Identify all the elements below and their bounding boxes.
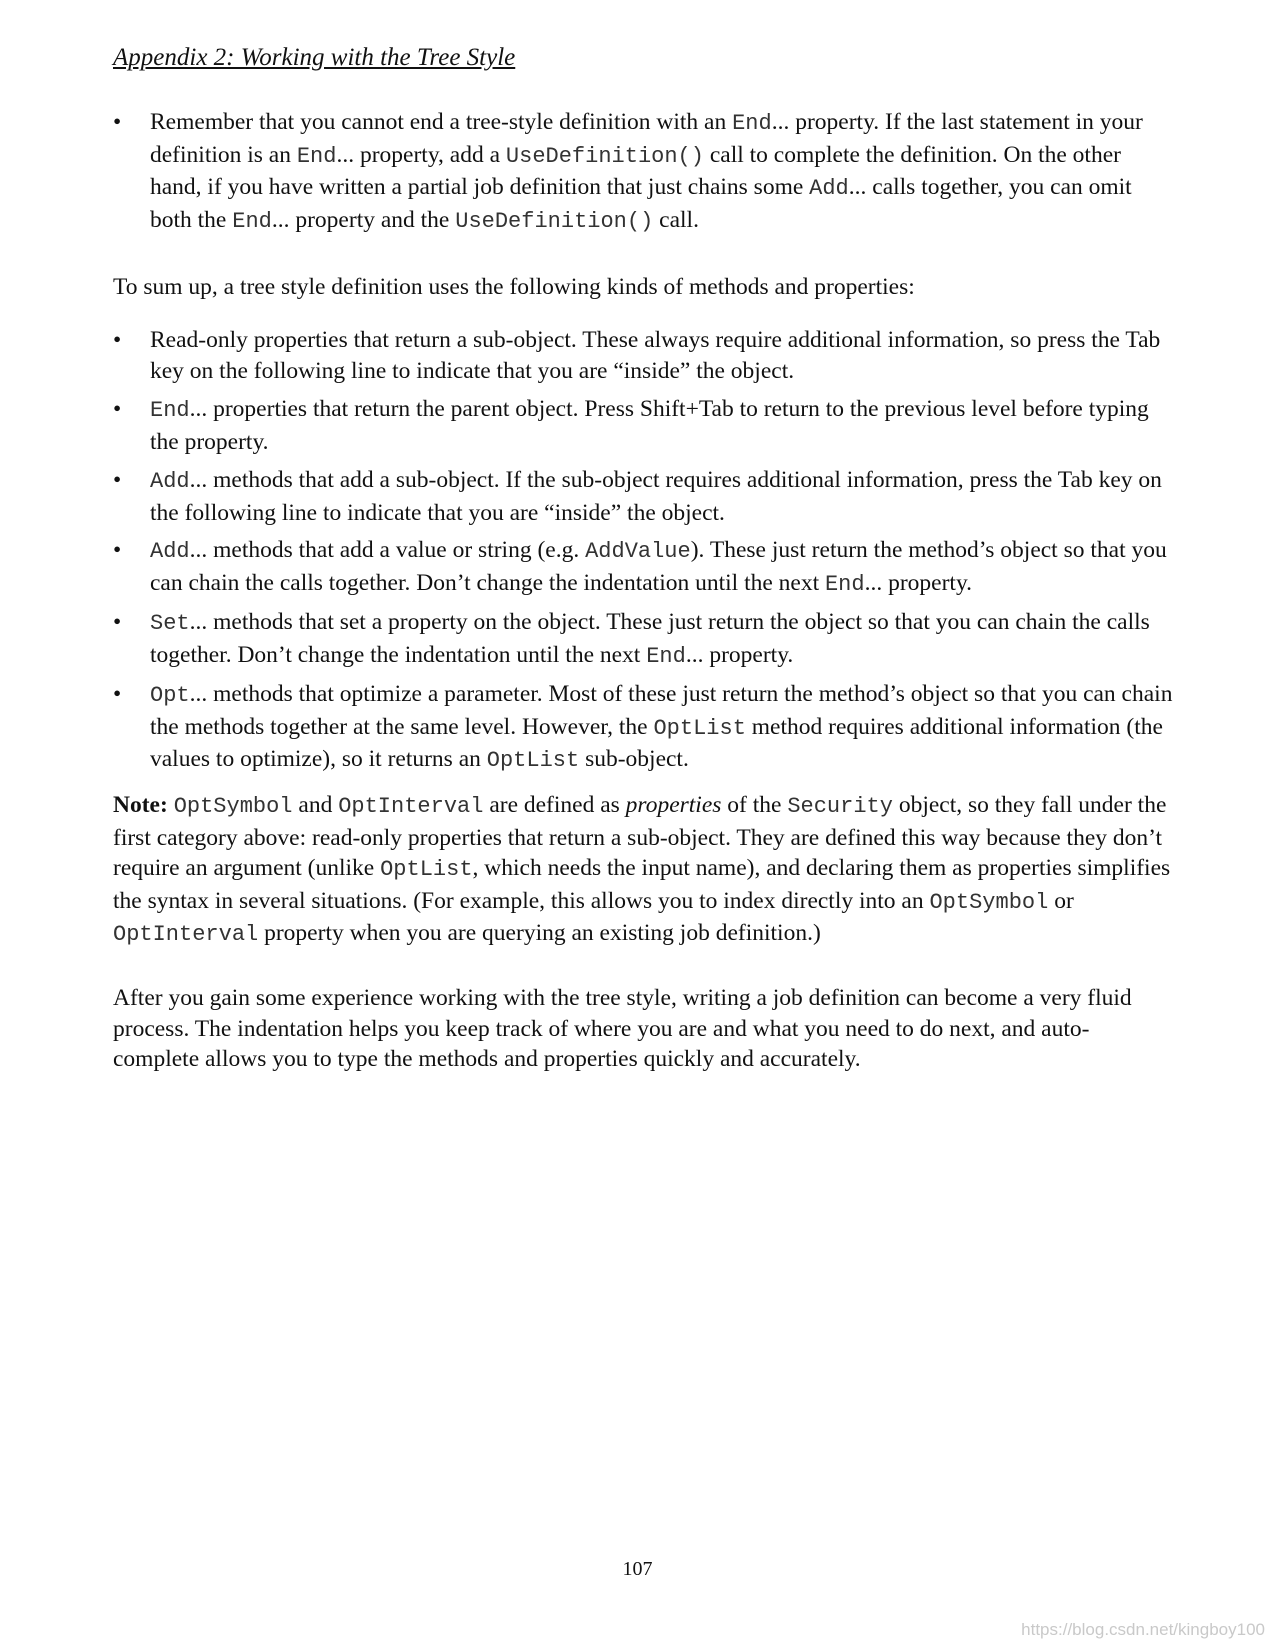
code-span: Security	[787, 794, 893, 819]
code-span: OptSymbol	[929, 889, 1049, 915]
note-label: Note:	[113, 792, 168, 818]
note-paragraph: Note: OptSymbol and OptInterval are defined as properties of the Security object, so they fall under the first category above: read-only properties that return a sub-object. They are defined this way because they don’t require an argument (unlike OptList, which needs the input name), and declaring them as properties simplifies the syntax in several situations. (For example, this allows you to index directly into an OptSymbol or OptInterval property when you are querying an existing job definition.)	[113, 792, 1171, 947]
bullet-icon: •	[113, 609, 122, 635]
list-item	[113, 325, 1173, 386]
code-span: OptInterval	[113, 922, 259, 947]
bullet-icon: •	[113, 327, 122, 353]
closing-paragraph: After you gain some experience working with the tree style, writing a job definition can become a very fluid process. The indentation helps you keep track of where you are and what you need to do next, and auto-complete allows you to type the methods and properties quickly and accurately.	[113, 985, 1132, 1072]
list-item-text: Remember that you cannot end a tree-style definition with an End... property. If the last statement in your definition is an End... property, add a UseDefinition() call to complete the definition. On the other hand, if you have written a partial job definition that just chains some Add... calls together, you can omit both the End... property and the UseDefinition() call.	[150, 109, 1143, 234]
list-item	[113, 679, 1173, 777]
bullet-icon: •	[113, 109, 122, 135]
list-item	[113, 607, 1173, 672]
bullet-icon: •	[113, 681, 122, 707]
code-span: OptInterval	[338, 794, 484, 819]
list-item-text: Opt... methods that optimize a parameter. Most of these just return the method’s object so that you can chain the methods together at the same level. However, the OptList method requires additional information (the values to optimize), so it returns an OptList sub-object.	[150, 681, 1173, 773]
code-span: AddValue	[585, 539, 691, 564]
bullet-icon: •	[113, 396, 122, 422]
code-span: OptSymbol	[173, 794, 293, 819]
list-item-text: Read-only properties that return a sub-object. These always require additional information, so press the Tab key on the following line to indicate that you are “inside” the object.	[150, 327, 1161, 384]
code-span: End	[296, 143, 337, 169]
code-span: Opt	[150, 683, 190, 708]
bullet-icon: •	[113, 467, 122, 493]
code-span: End	[232, 208, 272, 234]
list-item-text: End... properties that return the parent object. Press Shift+Tab to return to the previous level before typing the property.	[150, 396, 1149, 455]
code-span: OptList	[486, 748, 580, 773]
page-number: 107	[622, 1558, 653, 1580]
watermark-text: https://blog.csdn.net/kingboy100	[1021, 1620, 1265, 1639]
code-span: UseDefinition()	[455, 208, 654, 234]
list-item-text: Add... methods that add a value or string (e.g. AddValue). These just return the method’s object so that you can chain the calls together. Don’t change the indentation until the next End... property.	[150, 537, 1167, 597]
code-span: End	[646, 643, 686, 669]
page-header: Appendix 2: Working with the Tree Style	[113, 44, 516, 71]
code-span: End	[150, 398, 190, 423]
code-span: End	[824, 571, 865, 597]
sumup-paragraph: To sum up, a tree style definition uses the following kinds of methods and properties:	[113, 274, 915, 300]
code-span: OptList	[653, 715, 746, 741]
list-item	[113, 535, 1173, 600]
code-span: End	[732, 111, 772, 136]
list-item	[113, 465, 1173, 528]
list-item	[113, 107, 1173, 237]
emphasis: properties	[625, 792, 722, 818]
list-item-text: Set... methods that set a property on the object. These just return the object so that you can chain the calls together. Don’t change the indentation until the next End... property.	[150, 609, 1150, 669]
code-span: Add	[150, 469, 190, 494]
list-item	[113, 394, 1173, 457]
code-span: Add	[150, 539, 190, 564]
list-item-text: Add... methods that add a sub-object. If the sub-object requires additional information, press the Tab key on the following line to indicate that you are “inside” the object.	[150, 467, 1162, 526]
code-span: OptList	[380, 857, 473, 882]
code-span: Set	[150, 611, 190, 636]
code-span: UseDefinition()	[505, 143, 704, 169]
code-span: Add	[809, 176, 849, 201]
bullet-icon: •	[113, 537, 122, 563]
